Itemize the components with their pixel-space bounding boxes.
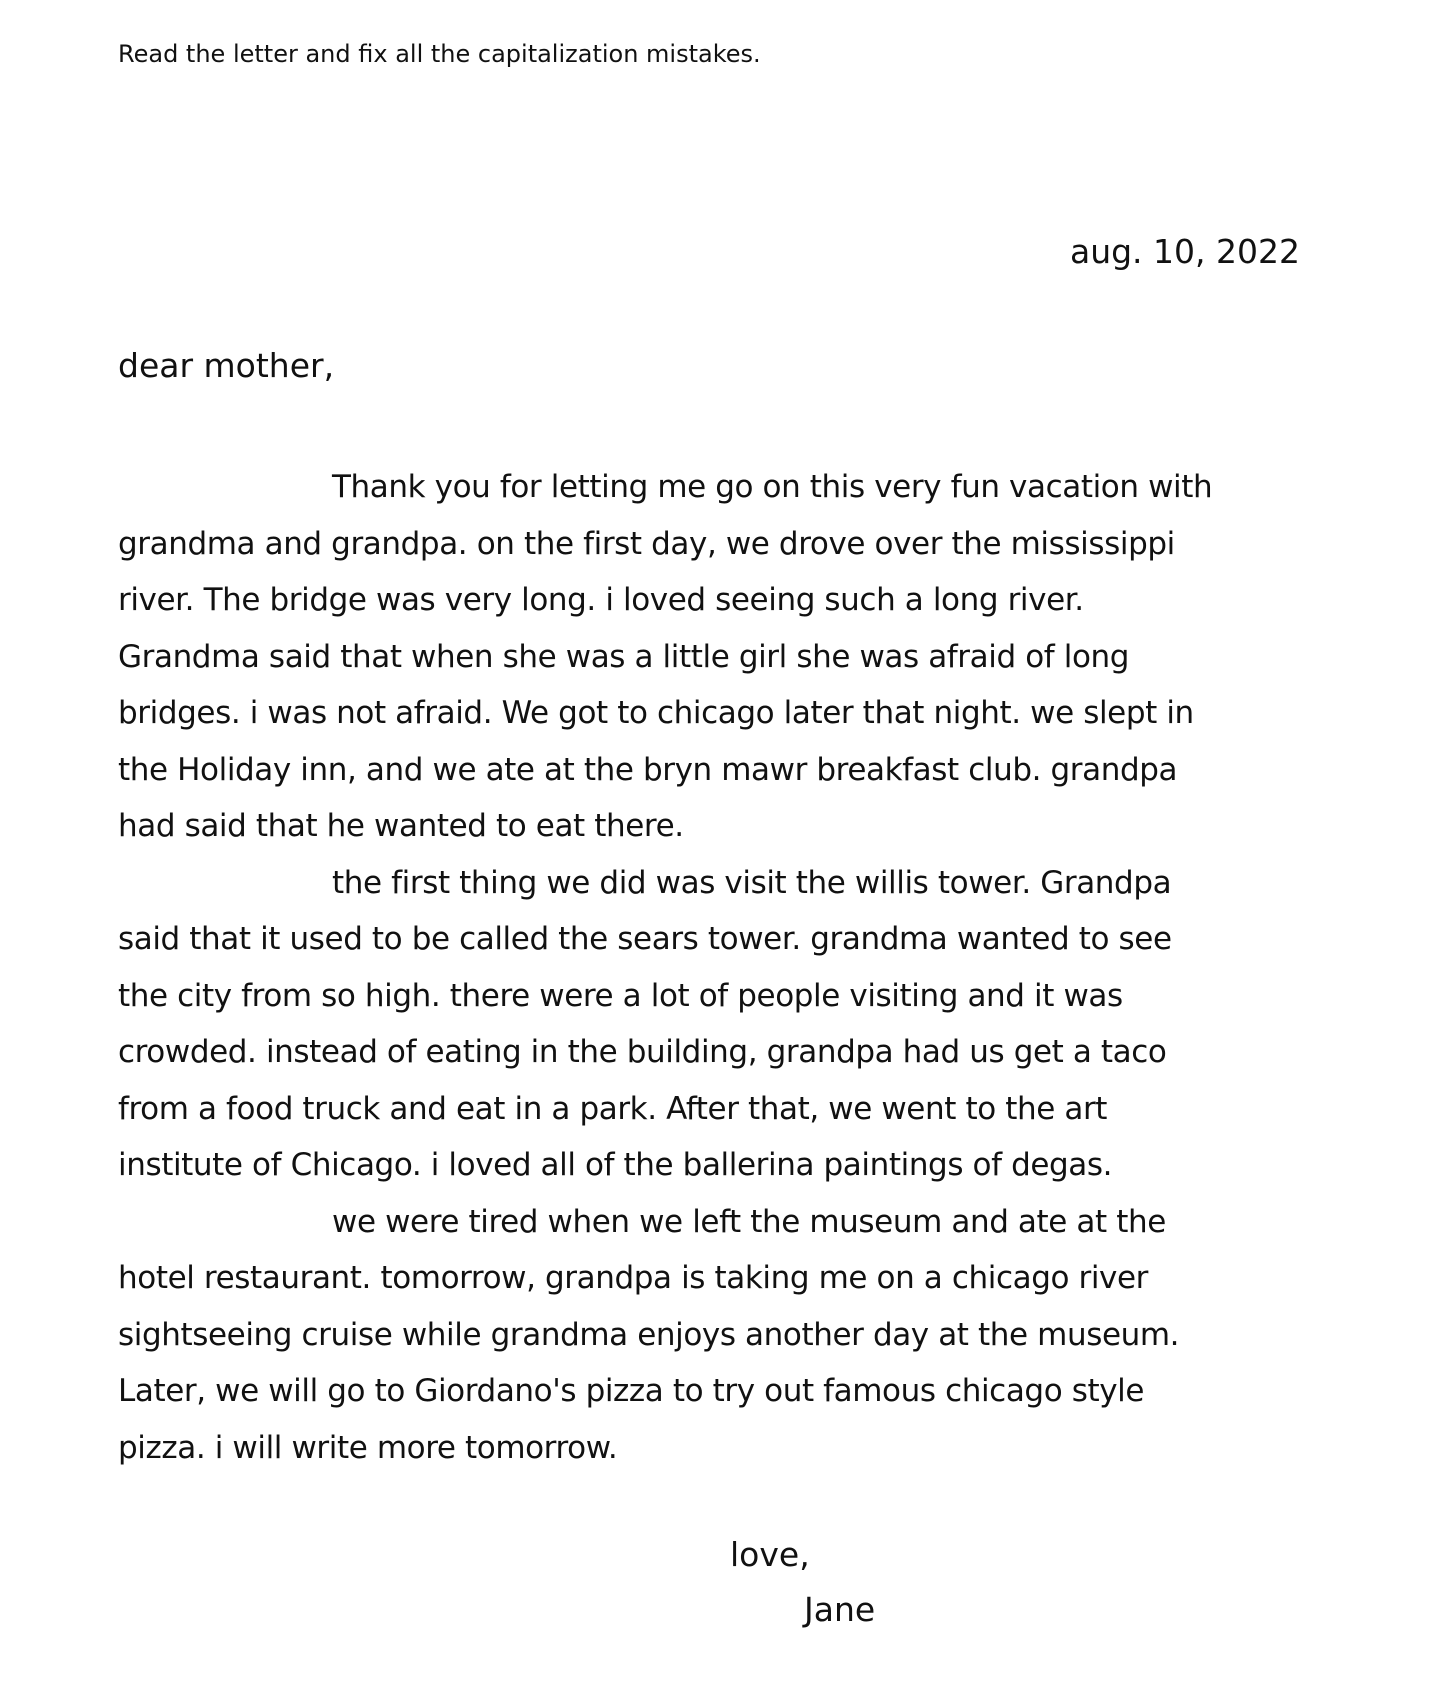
letter-line: bridges. i was not afraid. We got to chicago later that night. we slept in — [118, 695, 1194, 731]
letter-line: institute of Chicago. i loved all of the ballerina paintings of degas. — [118, 1147, 1113, 1183]
letter-line: said that it used to be called the sears tower. grandma wanted to see — [118, 921, 1172, 957]
letter-line: grandma and grandpa. on the first day, we drove over the mississippi — [118, 525, 1175, 562]
letter-salutation: dear mother, — [118, 346, 335, 385]
letter-line: had said that he wanted to eat there. — [118, 808, 684, 844]
letter-line: we were tired when we left the museum and ate at the — [332, 1203, 1166, 1240]
letter-line: the first thing we did was visit the willis tower. Grandpa — [332, 864, 1172, 901]
letter-line: crowded. instead of eating in the building, grandpa had us get a taco — [118, 1034, 1167, 1070]
letter-line: from a food truck and eat in a park. After that, we went to the art — [118, 1090, 1108, 1127]
letter-date: aug. 10, 2022 — [1069, 232, 1300, 271]
worksheet-instructions: Read the letter and fix all the capitalization mistakes. — [118, 40, 761, 68]
letter-line: Later, we will go to Giordano's pizza to try out famous chicago style — [118, 1373, 1145, 1409]
letter-line: Thank you for letting me go on this very fun vacation with — [332, 469, 1213, 505]
letter-line: pizza. i will write more tomorrow. — [118, 1429, 618, 1466]
letter-closing: love, — [730, 1535, 810, 1574]
letter-line: the Holiday inn, and we ate at the bryn mawr breakfast club. grandpa — [118, 751, 1178, 788]
letter-line: sightseeing cruise while grandma enjoys another day at the museum. — [118, 1316, 1180, 1353]
letter-line: river. The bridge was very long. i loved seeing such a long river. — [118, 582, 1084, 618]
letter-line: Grandma said that when she was a little girl she was afraid of long — [118, 638, 1130, 675]
letter-line: the city from so high. there were a lot of people visiting and it was — [118, 977, 1123, 1014]
letter-body — [118, 459, 1212, 1476]
letter-line: hotel restaurant. tomorrow, grandpa is taking me on a chicago river — [118, 1260, 1149, 1296]
letter-signature: Jane — [804, 1590, 876, 1629]
